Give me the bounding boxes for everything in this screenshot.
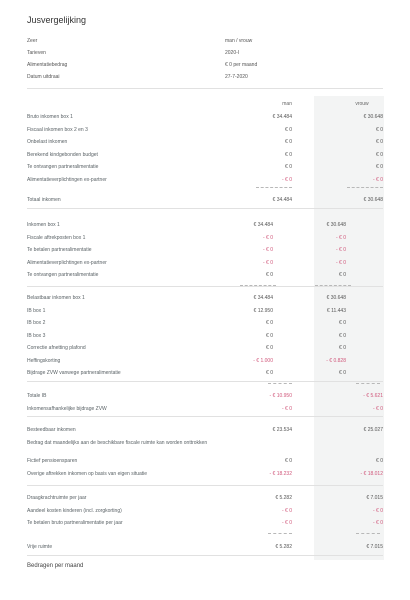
table-row — [27, 295, 383, 304]
value-vrouw: - € 0 — [335, 234, 346, 241]
info-row — [27, 50, 277, 59]
table-row — [27, 333, 383, 342]
value-man: € 5.282 — [275, 495, 292, 501]
table-row — [27, 308, 383, 317]
table-row — [27, 260, 383, 269]
table-row — [27, 393, 383, 402]
value-vrouw: € 0 — [339, 272, 346, 278]
value-vrouw: € 30.648 — [326, 295, 346, 301]
row-label: Te betalen partneralimentatie — [27, 247, 92, 253]
table-row — [27, 544, 383, 553]
value-man: € 0 — [266, 345, 273, 351]
table-row — [27, 471, 383, 480]
value-man: € 12.950 — [253, 307, 273, 314]
value-man: € 34.484 — [272, 114, 292, 120]
info-label: Tarieven — [27, 50, 46, 56]
table-row — [27, 177, 383, 186]
info-value: 27-7-2020 — [225, 74, 248, 80]
table-row — [27, 508, 383, 517]
value-vrouw: € 30.648 — [363, 114, 383, 120]
value-man: € 0 — [266, 320, 273, 326]
value-vrouw: € 0 — [339, 345, 346, 351]
table-row — [27, 458, 383, 467]
row-label: IB box 2 — [27, 320, 46, 326]
row-label: Berekend kindgebonden budget — [27, 151, 98, 158]
value-vrouw: € 0 — [376, 139, 383, 145]
section-divider — [27, 208, 383, 209]
value-vrouw: € 25.027 — [363, 427, 383, 433]
table-row — [27, 235, 383, 244]
subtotal-dashed-line — [315, 285, 351, 286]
row-label: Overige aftrekken inkomen op basis van eigen situatie — [27, 471, 148, 477]
value-man: € 0 — [285, 126, 292, 133]
info-label: Alimentatiebedrag — [27, 62, 68, 68]
row-label: Aandeel kosten kinderen (incl. zorgkorting) — [27, 507, 122, 514]
value-man: € 34.484 — [253, 222, 273, 228]
table-row — [27, 222, 383, 231]
subtotal-dashed-line — [356, 533, 380, 534]
value-man: € 0 — [266, 272, 273, 278]
column-header-vrouw: vrouw — [355, 101, 369, 107]
value-man: - € 18.232 — [269, 471, 292, 477]
value-vrouw: - € 18.012 — [360, 471, 383, 477]
row-label: Te ontvangen partneralimentatie — [27, 164, 99, 170]
table-row — [27, 406, 383, 415]
table-row — [27, 164, 383, 173]
table-row — [27, 520, 383, 529]
value-vrouw: € 0 — [376, 458, 383, 464]
row-label: Vrije ruimte — [27, 544, 53, 550]
row-label: Fictief pensioensparen — [27, 458, 78, 464]
value-man: € 34.484 — [253, 295, 273, 301]
row-label: Heffingskorting — [27, 357, 61, 364]
value-man: - € 0 — [281, 176, 292, 183]
section-divider — [27, 88, 383, 89]
info-value: 2020-I — [225, 50, 240, 56]
value-man: € 0 — [285, 458, 292, 464]
section-divider — [27, 485, 383, 486]
value-vrouw: € 0 — [339, 370, 346, 376]
section-divider — [27, 555, 383, 556]
value-vrouw: - € 0 — [372, 405, 383, 412]
value-vrouw: - € 0 — [335, 259, 346, 266]
value-vrouw: - € 0 — [372, 507, 383, 514]
value-man: € 0 — [285, 164, 292, 170]
value-vrouw: € 7.015 — [366, 495, 383, 501]
info-label: Zeer — [27, 38, 38, 44]
value-vrouw: - € 0 — [372, 520, 383, 526]
value-vrouw: - € 5.621 — [363, 393, 383, 399]
value-man: - € 1.000 — [253, 357, 273, 364]
row-label: Alimentatieverplichtingen ex-partner — [27, 259, 107, 266]
row-label: Totaal inkomen — [27, 197, 61, 203]
subtotal-dashed-line — [347, 187, 383, 188]
value-man: € 23.534 — [272, 427, 292, 433]
table-row — [27, 427, 383, 436]
info-row — [27, 38, 277, 47]
row-label: Alimentatieverplichtingen ex-partner — [27, 176, 107, 183]
value-vrouw: € 11.443 — [326, 307, 346, 314]
value-man: - € 10.950 — [269, 393, 292, 399]
table-row — [27, 139, 383, 148]
row-label: Totale IB — [27, 393, 47, 399]
table-row — [27, 440, 383, 449]
value-man: € 0 — [285, 151, 292, 158]
info-value: man / vrouw — [225, 38, 253, 44]
row-label: Te ontvangen partneralimentatie — [27, 272, 99, 278]
table-row — [27, 272, 383, 281]
value-vrouw: € 30.648 — [326, 222, 346, 228]
value-vrouw: € 7.015 — [366, 544, 383, 550]
footer-note: Bedragen per maand — [27, 563, 84, 569]
table-row — [27, 495, 383, 504]
row-label: Fiscale aftrekposten box 1 — [27, 234, 86, 241]
value-vrouw: - € 0.828 — [326, 357, 346, 364]
value-vrouw: - € 0 — [335, 247, 346, 253]
row-label: Belastbaar inkomen box 1 — [27, 295, 85, 301]
table-row — [27, 358, 383, 367]
section-divider — [27, 416, 383, 417]
column-header-man: man — [282, 101, 292, 107]
table-row — [27, 247, 383, 256]
value-man: € 0 — [266, 370, 273, 376]
value-vrouw: - € 0 — [372, 176, 383, 183]
row-label: Te betalen bruto partneralimentatie per jaar — [27, 520, 123, 526]
row-label: Bijdrage ZVW vanwege partneralimentatie — [27, 370, 121, 376]
value-vrouw: € 0 — [339, 332, 346, 339]
value-vrouw: € 0 — [339, 320, 346, 326]
section-divider — [27, 381, 383, 382]
table-row — [27, 127, 383, 136]
value-vrouw: € 0 — [376, 126, 383, 133]
table-row — [27, 320, 383, 329]
value-man: € 5.282 — [275, 544, 292, 550]
value-man: € 0 — [285, 139, 292, 145]
value-vrouw: € 0 — [376, 164, 383, 170]
value-vrouw: € 30.648 — [363, 197, 383, 203]
value-man: € 34.484 — [272, 197, 292, 203]
row-label: IB box 3 — [27, 332, 46, 339]
row-label: Inkomensafhankelijke bijdrage ZVW — [27, 405, 107, 412]
row-label: Correctie afnetting plafond — [27, 345, 86, 351]
info-row — [27, 74, 277, 83]
subtotal-dashed-line — [268, 533, 292, 534]
table-row — [27, 114, 383, 123]
row-label: Fiscaal inkomen box 2 en 3 — [27, 126, 88, 133]
table-row — [27, 197, 383, 206]
row-label: Bruto inkomen box 1 — [27, 114, 73, 120]
value-man: - € 0 — [262, 234, 273, 241]
table-row — [27, 370, 383, 379]
row-label: Onbelast inkomen — [27, 139, 68, 145]
subtotal-dashed-line — [256, 187, 292, 188]
info-value: € 0 per maand — [225, 62, 258, 68]
row-label: IB box 1 — [27, 307, 46, 314]
info-row — [27, 62, 277, 71]
subtotal-dashed-line — [356, 383, 380, 384]
row-label: Draagkrachtruimte per jaar — [27, 495, 87, 501]
subtotal-dashed-line — [268, 383, 292, 384]
row-label: Inkomen box 1 — [27, 222, 60, 228]
subtotal-dashed-line — [240, 285, 276, 286]
value-man: - € 0 — [281, 507, 292, 514]
value-vrouw: € 0 — [376, 151, 383, 158]
value-man: - € 0 — [262, 247, 273, 253]
value-man: - € 0 — [281, 405, 292, 412]
row-label: Bedrag dat maandelijks aan de beschikbare fiscale ruimte kan worden onttrokken — [27, 440, 208, 446]
value-man: - € 0 — [281, 520, 292, 526]
value-man: - € 0 — [262, 259, 273, 266]
info-label: Datum uitdraai — [27, 74, 60, 80]
row-label: Besteedbaar inkomen — [27, 427, 76, 433]
page-title: Jusvergelijking — [27, 15, 87, 25]
table-row — [27, 152, 383, 161]
value-man: € 0 — [266, 332, 273, 339]
table-row — [27, 345, 383, 354]
section-divider — [27, 286, 383, 287]
